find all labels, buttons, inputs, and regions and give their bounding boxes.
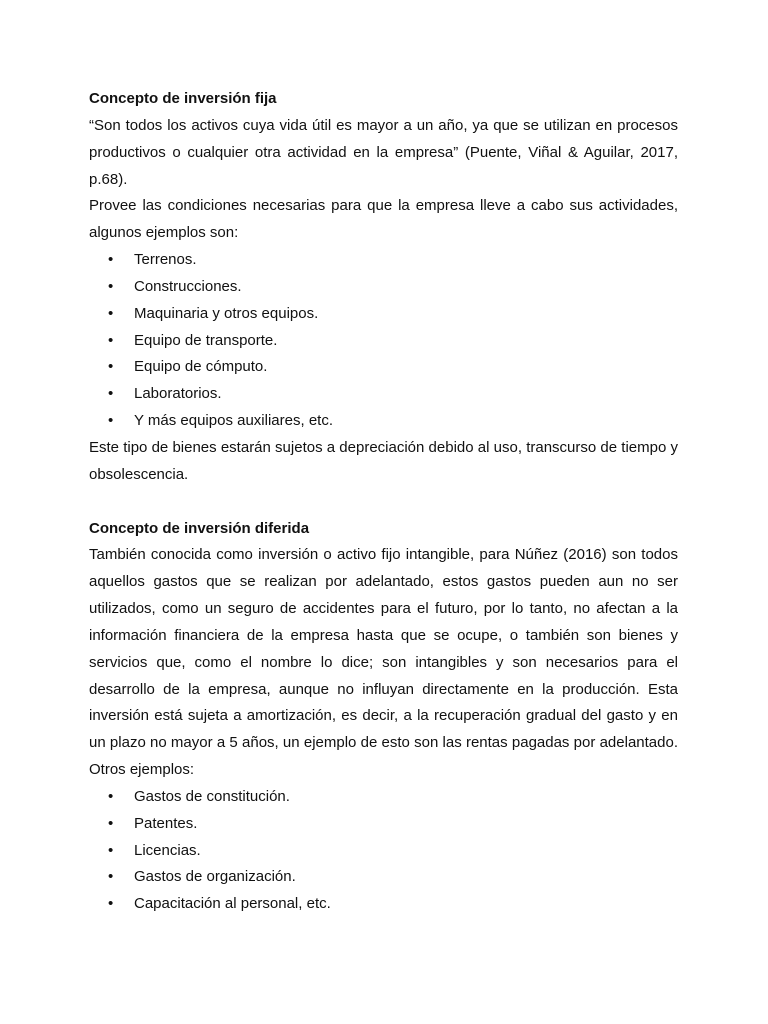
bullet-icon: • bbox=[108, 304, 114, 322]
deferred-investment-list bbox=[89, 784, 678, 918]
list-item-label: Equipo de transporte. bbox=[134, 331, 278, 349]
bullet-icon: • bbox=[108, 412, 114, 430]
list-item-label: Equipo de cómputo. bbox=[134, 358, 268, 376]
list-item bbox=[89, 408, 678, 435]
section-heading-inversion-fija: Concepto de inversión fija bbox=[89, 90, 277, 107]
list-item-label: Capacitación al personal, etc. bbox=[134, 895, 331, 913]
list-item bbox=[89, 274, 678, 301]
list-item-label: Maquinaria y otros equipos. bbox=[134, 304, 319, 322]
list-item bbox=[89, 784, 678, 811]
intro-paragraph: Provee las condiciones necesarias para que la empresa lleve a cabo sus actividades, algunos ejemplos son: bbox=[89, 197, 678, 242]
list-item bbox=[89, 864, 678, 891]
fixed-investment-list bbox=[89, 247, 678, 435]
bullet-icon: • bbox=[108, 385, 114, 403]
bullet-icon: • bbox=[108, 895, 114, 913]
list-item-label: Construcciones. bbox=[134, 277, 242, 295]
list-item bbox=[89, 811, 678, 838]
bullet-icon: • bbox=[108, 814, 114, 832]
list-item-label: Laboratorios. bbox=[134, 385, 222, 403]
list-item-label: Patentes. bbox=[134, 814, 198, 832]
list-item-label: Y más equipos auxiliares, etc. bbox=[134, 412, 333, 430]
closing-paragraph: Este tipo de bienes estarán sujetos a depreciación debido al uso, transcurso de tiempo y obsolescencia. bbox=[89, 438, 678, 483]
document-page bbox=[89, 86, 678, 918]
list-item bbox=[89, 328, 678, 355]
bullet-icon: • bbox=[108, 358, 114, 376]
list-item-label: Gastos de constitución. bbox=[134, 787, 290, 805]
section-spacer bbox=[89, 489, 678, 516]
list-item bbox=[89, 381, 678, 408]
quote-paragraph: “Son todos los activos cuya vida útil es mayor a un año, ya que se utilizan en procesos productivos o cualquier otra actividad en la empresa” (Puente, Viñal & Aguilar, 2017, p.68). bbox=[89, 116, 678, 188]
list-item-label: Licencias. bbox=[134, 841, 201, 859]
list-item-label: Terrenos. bbox=[134, 251, 197, 269]
list-item bbox=[89, 247, 678, 274]
bullet-icon: • bbox=[108, 787, 114, 805]
list-item bbox=[89, 354, 678, 381]
list-item bbox=[89, 838, 678, 865]
bullet-icon: • bbox=[108, 868, 114, 886]
list-item-label: Gastos de organización. bbox=[134, 868, 296, 886]
list-item bbox=[89, 301, 678, 328]
bullet-icon: • bbox=[108, 841, 114, 859]
bullet-icon: • bbox=[108, 251, 114, 269]
section-heading-inversion-diferida: Concepto de inversión diferida bbox=[89, 519, 310, 537]
bullet-icon: • bbox=[108, 331, 114, 349]
list-item bbox=[89, 891, 678, 918]
body-paragraph: También conocida como inversión o activo fijo intangible, para Núñez (2016) son todos aquellos gastos que se realizan por adelantado, estos gastos pueden aun no ser utilizados, como un seguro de accidentes para el futuro, por lo tanto, no afectan a la información financiera de la empresa hasta que se ocupe, o también son bienes y servicios que, como el nombre lo dice; son intangibles y son necesarios para el desarrollo de la empresa, aunque no influyan directamente en la producción. Esta inversión está sujeta a amortización, es decir, a la recuperación gradual del gasto y en un plazo no mayor a 5 años, un ejemplo de esto son las rentas pagadas por adelantado. Otros ejemplos: bbox=[89, 546, 678, 779]
bullet-icon: • bbox=[108, 277, 114, 295]
